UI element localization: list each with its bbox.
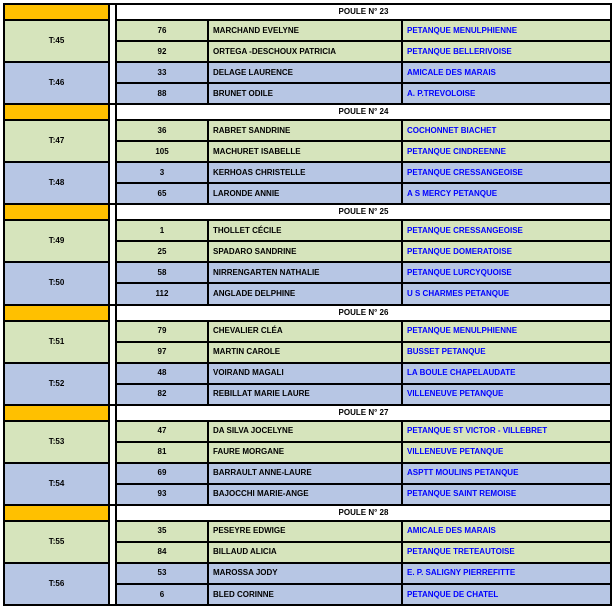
player-number-cell: 84 — [117, 543, 207, 562]
player-club-cell: VILLENEUVE PETANQUE — [403, 443, 610, 462]
player-name-cell: VOIRAND MAGALI — [209, 364, 401, 383]
player-number-cell: 65 — [117, 184, 207, 203]
poule-block — [5, 306, 610, 404]
player-name-cell: PESEYRE EDWIGE — [209, 522, 401, 541]
player-name-cell: FAURE MORGANE — [209, 443, 401, 462]
poule-header-spacer — [5, 105, 108, 119]
column-gutter — [110, 406, 115, 504]
player-club-cell: PETANQUE LURCYQUOISE — [403, 263, 610, 282]
player-name-cell: RABRET SANDRINE — [209, 121, 401, 140]
player-club-cell: AMICALE DES MARAIS — [403, 63, 610, 82]
player-name-cell: SPADARO SANDRINE — [209, 242, 401, 261]
player-number-cell: 79 — [117, 322, 207, 341]
player-club-cell: PETANQUE DE CHATEL — [403, 585, 610, 604]
player-name-cell: REBILLAT MARIE LAURE — [209, 385, 401, 404]
player-name-cell: BRUNET ODILE — [209, 84, 401, 103]
player-number-cell: 97 — [117, 343, 207, 362]
player-number-cell: 93 — [117, 485, 207, 504]
poule-header-spacer — [5, 5, 108, 19]
column-gutter — [110, 506, 115, 604]
player-name-cell: THOLLET CÉCILE — [209, 221, 401, 240]
pools-table — [5, 5, 610, 604]
time-slot-cell: T:55 — [5, 522, 108, 562]
time-slot-cell: T:45 — [5, 21, 108, 61]
player-name-cell: MARTIN CAROLE — [209, 343, 401, 362]
player-club-cell: A. P.TREVOLOISE — [403, 84, 610, 103]
player-number-cell: 53 — [117, 564, 207, 583]
player-club-cell: BUSSET PETANQUE — [403, 343, 610, 362]
player-name-cell: DA SILVA JOCELYNE — [209, 422, 401, 441]
player-name-cell: BLED CORINNE — [209, 585, 401, 604]
player-club-cell: PETANQUE CINDREENNE — [403, 142, 610, 161]
player-name-cell: CHEVALIER CLÉA — [209, 322, 401, 341]
player-number-cell: 47 — [117, 422, 207, 441]
column-gutter — [110, 105, 115, 203]
player-name-cell: LARONDE ANNIE — [209, 184, 401, 203]
player-number-cell: 105 — [117, 142, 207, 161]
player-number-cell: 6 — [117, 585, 207, 604]
player-club-cell: PETANQUE CRESSANGEOISE — [403, 163, 610, 182]
player-name-cell: ORTEGA -DESCHOUX PATRICIA — [209, 42, 401, 61]
column-gutter — [110, 205, 115, 303]
player-number-cell: 35 — [117, 522, 207, 541]
player-number-cell: 82 — [117, 385, 207, 404]
player-number-cell: 48 — [117, 364, 207, 383]
player-club-cell: PETANQUE CRESSANGEOISE — [403, 221, 610, 240]
player-club-cell: ASPTT MOULINS PETANQUE — [403, 464, 610, 483]
player-club-cell: PETANQUE SAINT REMOISE — [403, 485, 610, 504]
poule-block — [5, 105, 610, 203]
poule-title: POULE N° 23 — [117, 5, 610, 19]
player-number-cell: 36 — [117, 121, 207, 140]
player-club-cell: LA BOULE CHAPELAUDATE — [403, 364, 610, 383]
poule-header-spacer — [5, 306, 108, 320]
poule-block — [5, 205, 610, 303]
poule-title: POULE N° 26 — [117, 306, 610, 320]
poule-block — [5, 406, 610, 504]
pools-sheet — [3, 3, 612, 606]
player-name-cell: MACHURET ISABELLE — [209, 142, 401, 161]
player-name-cell: BAJOCCHI MARIE-ANGE — [209, 485, 401, 504]
player-number-cell: 88 — [117, 84, 207, 103]
player-number-cell: 3 — [117, 163, 207, 182]
player-club-cell: PETANQUE ST VICTOR - VILLEBRET — [403, 422, 610, 441]
poule-title: POULE N° 25 — [117, 205, 610, 219]
player-club-cell: VILLENEUVE PETANQUE — [403, 385, 610, 404]
player-number-cell: 92 — [117, 42, 207, 61]
time-slot-cell: T:49 — [5, 221, 108, 261]
time-slot-cell: T:52 — [5, 364, 108, 404]
time-slot-cell: T:46 — [5, 63, 108, 103]
player-club-cell: PETANQUE TRETEAUTOISE — [403, 543, 610, 562]
player-number-cell: 112 — [117, 284, 207, 303]
player-club-cell: E. P. SALIGNY PIERREFITTE — [403, 564, 610, 583]
poule-header-spacer — [5, 406, 108, 420]
player-name-cell: KERHOAS CHRISTELLE — [209, 163, 401, 182]
player-club-cell: PETANQUE MENULPHIENNE — [403, 21, 610, 40]
time-slot-cell: T:47 — [5, 121, 108, 161]
player-name-cell: ANGLADE DELPHINE — [209, 284, 401, 303]
player-name-cell: DELAGE LAURENCE — [209, 63, 401, 82]
player-number-cell: 76 — [117, 21, 207, 40]
player-club-cell: PETANQUE DOMERATOISE — [403, 242, 610, 261]
player-number-cell: 58 — [117, 263, 207, 282]
time-slot-cell: T:48 — [5, 163, 108, 203]
time-slot-cell: T:51 — [5, 322, 108, 362]
player-club-cell: COCHONNET BIACHET — [403, 121, 610, 140]
time-slot-cell: T:50 — [5, 263, 108, 303]
player-number-cell: 1 — [117, 221, 207, 240]
time-slot-cell: T:56 — [5, 564, 108, 604]
player-number-cell: 81 — [117, 443, 207, 462]
player-name-cell: BARRAULT ANNE-LAURE — [209, 464, 401, 483]
player-name-cell: MAROSSA JODY — [209, 564, 401, 583]
player-name-cell: NIRRENGARTEN NATHALIE — [209, 263, 401, 282]
poule-title: POULE N° 27 — [117, 406, 610, 420]
time-slot-cell: T:54 — [5, 464, 108, 504]
poule-header-spacer — [5, 506, 108, 520]
poule-block — [5, 5, 610, 103]
player-number-cell: 25 — [117, 242, 207, 261]
player-club-cell: PETANQUE BELLERIVOISE — [403, 42, 610, 61]
column-gutter — [110, 5, 115, 103]
time-slot-cell: T:53 — [5, 422, 108, 462]
poule-block — [5, 506, 610, 604]
poule-title: POULE N° 28 — [117, 506, 610, 520]
player-number-cell: 69 — [117, 464, 207, 483]
poule-header-spacer — [5, 205, 108, 219]
column-gutter — [110, 306, 115, 404]
player-name-cell: BILLAUD ALICIA — [209, 543, 401, 562]
player-club-cell: U S CHARMES PETANQUE — [403, 284, 610, 303]
player-name-cell: MARCHAND EVELYNE — [209, 21, 401, 40]
player-club-cell: PETANQUE MENULPHIENNE — [403, 322, 610, 341]
poule-title: POULE N° 24 — [117, 105, 610, 119]
player-club-cell: AMICALE DES MARAIS — [403, 522, 610, 541]
player-number-cell: 33 — [117, 63, 207, 82]
player-club-cell: A S MERCY PETANQUE — [403, 184, 610, 203]
